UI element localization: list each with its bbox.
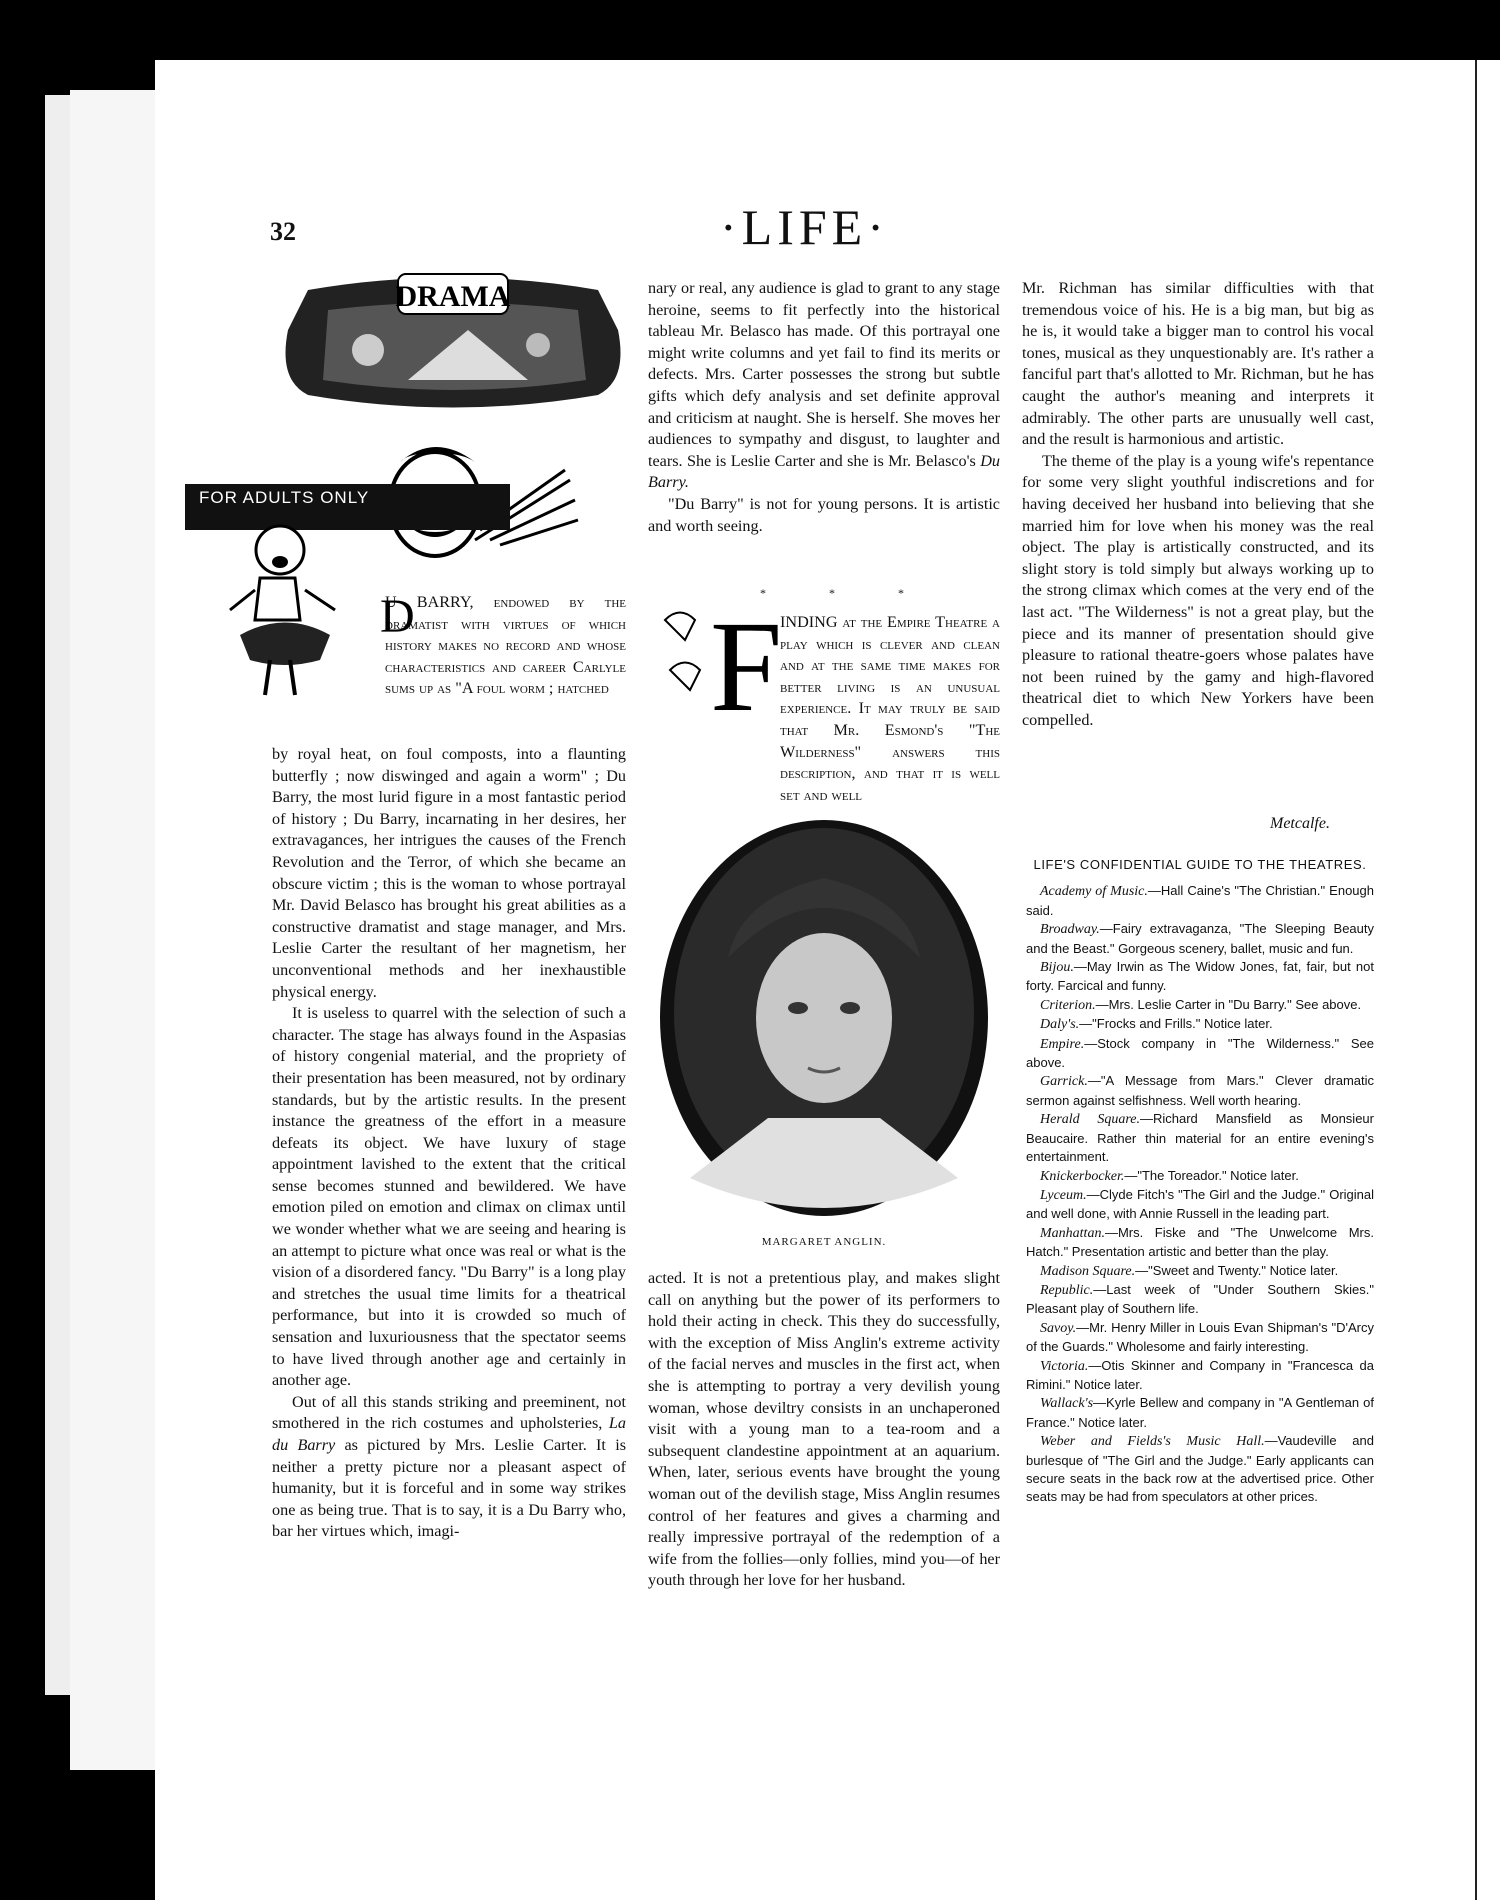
- article-column-1-top: [385, 592, 626, 700]
- theatre-guide-entry: [1026, 1072, 1374, 1110]
- theatre-name: Empire.: [1040, 1036, 1085, 1052]
- theatre-description: —Mrs. Fiske and "The Unwelcome Mrs. Hatch." Presentation artistic and better than the play.: [1026, 1224, 1374, 1260]
- portrait-caption: MARGARET ANGLIN.: [761, 1236, 887, 1248]
- theatre-description: —"The Toreador." Notice later.: [1124, 1167, 1299, 1183]
- theatre-guide-entry: [1026, 1035, 1374, 1073]
- wilderness-paragraph-1: INDING at the Empire Theatre a play which is clever and clean and at the same time makes for better living is an unusual experience. It may truly be said that Mr. Esmond's "The Wilderness" answers this description, and that it is well set and well: [780, 613, 1000, 804]
- theatre-guide-entry: [1026, 1432, 1374, 1507]
- wilderness-paragraph-2: acted. It is not a pretentious play, and makes slight call on anything but the power of its performers to hold their acting in check. This they do successfully, with the exception of Miss Anglin's extreme activity of the facial nerves and muscles in the first act, when she is attempting to portray a very devilish young woman, whose deviltry consists in an unchaperoned visit with a young man to a tea-room and a subsequent clandestine appointment at an aquarium. When, later, serious events have brought the young woman out of the devilish stage, Miss Anglin resumes control of her features and gives a charming and really impressive portrayal of the redemption of a wife from the follies—only follies, mind you—of her youth through her love for her husband.: [648, 1269, 1000, 1590]
- drama-title: DRAMA: [395, 280, 511, 313]
- theatre-guide-entry: [1026, 1262, 1374, 1281]
- theatre-name: Academy of Music.: [1040, 884, 1148, 900]
- du-barry-paragraph-3: Out of all this stands striking and preeminent, not smothered in the rich costumes and upholsteries, La du Barry as pictured by Mrs. Leslie Carter. It is neither a pretty picture nor a pleasant aspect of humanity, but it is forceful and in some way strikes one as being true. That is to say, it is a Du Barry who, bar her virtues which, imagi-: [272, 1392, 626, 1541]
- theatre-description: —Kyrle Bellew and company in "A Gentleman of France." Notice later.: [1026, 1395, 1374, 1430]
- theatre-name: Daly's.: [1040, 1017, 1080, 1033]
- theatre-guide-entry: [1026, 1319, 1374, 1357]
- theatre-name: Broadway.: [1040, 922, 1100, 938]
- theatre-guide-entry: [1026, 958, 1374, 996]
- section-divider: * * *: [760, 586, 934, 600]
- du-barry-lead: U BARRY, endowed by the dramatist with virtues of which history makes no record and whose characteristics and career Carlyle sums up as "A foul worm ; hatched: [385, 593, 626, 698]
- theatre-description: —Otis Skinner and Company in "Francesca da Rimini." Notice later.: [1026, 1357, 1374, 1392]
- du-barry-conclusion: "Du Barry" is not for young persons. It is artistic and worth seeing.: [648, 494, 1000, 535]
- theatre-description: —Hall Caine's "The Christian." Enough said.: [1026, 883, 1374, 918]
- theatre-name: Bijou.: [1040, 960, 1074, 976]
- theatre-guide-entry: [1026, 1224, 1374, 1262]
- crying-girl-illustration: [225, 520, 345, 705]
- theatre-description: —"A Message from Mars." Clever dramatic sermon against selfishness. Well worth hearing.: [1026, 1073, 1374, 1108]
- theatre-guide: [1026, 856, 1374, 1507]
- wilderness-lead: [780, 612, 1000, 806]
- theatre-guide-entry: [1026, 1110, 1374, 1166]
- theatre-guide-entry: [1026, 1015, 1374, 1034]
- richman-paragraph: Mr. Richman has similar difficulties with that tremendous voice of his. He is a big man, but big as he is, it would take a bigger man to control his vocal tones, musical as they unquestionably are. It's rather a fanciful part that's allotted to Mr. Richman, but he has caught the author's meaning and interprets it admirably. The other parts are unusually well cast, and the result is harmonious and artistic.: [1022, 279, 1374, 449]
- theatre-name: Victoria.: [1040, 1358, 1089, 1374]
- theatre-guide-entry: [1026, 1357, 1374, 1395]
- theatre-name: Lyceum.: [1040, 1187, 1087, 1203]
- theatre-description: —Fairy extravaganza, "The Sleeping Beauty and the Beast." Gorgeous scenery, ballet, music and fun.: [1026, 921, 1374, 956]
- theatre-name: Garrick.: [1040, 1074, 1088, 1090]
- theatre-description: —"Frocks and Frills." Notice later.: [1079, 1016, 1273, 1032]
- author-signature: Metcalfe.: [1270, 815, 1330, 832]
- theatre-name: Criterion.: [1040, 997, 1096, 1013]
- theatre-guide-entry: [1026, 996, 1374, 1015]
- theatre-guide-entry: [1026, 1167, 1374, 1186]
- drama-banner-illustration: [268, 270, 638, 418]
- theatre-name: Republic.: [1040, 1282, 1094, 1298]
- du-barry-paragraph-2: It is useless to quarrel with the selection of such a character. The stage has always found in the Aspasias of history congenial material, and the propriety of their presentation has been measured, not by ordinary standards, but by the artistic results. In the present instance the greatness of the effort in a measure defeats its object. We have luxury of stage appointment lavished to the extent that the critical sense becomes stunned and bewildered. We have emotion piled on emotion and climax on climax until we wonder whether what we are seeing and hearing is an attempt to picture what once was real or what is the vision of a disordered fancy. "Du Barry" is a long play and stretches the usual time limits for a theatrical performance, but into it is crowded so much of sensation and luxuriousness that the spectator seems to have lived through another age and certainly in another age.: [272, 1004, 626, 1390]
- theatre-guide-entry: [1026, 1281, 1374, 1319]
- page-number: 32: [270, 217, 296, 246]
- theatre-description: —May Irwin as The Widow Jones, fat, fair, but not forty. Farcical and funny.: [1026, 959, 1374, 994]
- du-barry-paragraph-1: by royal heat, on foul composts, into a flaunting butterfly ; now diswinged and again a worm" ; Du Barry, the most lurid figure in a most fantastic period of history ; Du Barry, incarnating in her desires, her extravagances, her intrigues the causes of the French Revolution and the Terror, of which she became an obscure victim ; this is the woman to whose portrayal Mr. David Belasco has brought his great abilities as a constructive dramatist and stage manager, and Mrs. Leslie Carter the resultant of her magnetism, her unconventional methods and her inexhaustible physical energy.: [272, 745, 626, 1001]
- dropcap-f-letter: F: [710, 595, 783, 739]
- theatre-guide-entry: [1026, 1394, 1374, 1432]
- article-column-3: [1022, 278, 1374, 731]
- theatre-guide-entry: [1026, 920, 1374, 958]
- theatre-description: —Clyde Fitch's "The Girl and the Judge." Original and well done, with Annie Russell in the leading part.: [1026, 1186, 1374, 1222]
- theatre-description: —Vaudeville and burlesque of "The Girl and the Judge." Early applicants can secure seats in the back row at the advertised price. Other seats may be had from speculators at other prices.: [1026, 1433, 1374, 1505]
- theatre-name: Wallack's: [1040, 1396, 1094, 1412]
- theatre-name: Weber and Fields's Music Hall.: [1040, 1434, 1265, 1450]
- margaret-anglin-portrait: [658, 818, 990, 1218]
- theatre-name: Herald Square.: [1040, 1112, 1140, 1128]
- theatre-name: Manhattan.: [1040, 1225, 1105, 1241]
- article-column-1: [272, 744, 626, 1543]
- theatre-guide-entry: [1026, 882, 1374, 920]
- watermark: comicbooks.com: [1226, 1832, 1472, 1865]
- theatre-description: —Mrs. Leslie Carter in "Du Barry." See above.: [1095, 996, 1362, 1012]
- theme-paragraph: The theme of the play is a young wife's repentance for some very slight youthful indiscretions and for having deceived her husband into believing that she married him for love when his money was the real object. The play is artistically constructed, and its slight story is told simply but always working up to the strong climax which comes at the very end of the last act. "The Wilderness" is not a great play, but the piece and its manner of presentation should give pleasure to rational theatre-goers whose palates have not been ruined by the gamy and high-flavored theatrical diet to which New Yorkers have been compelled.: [1022, 451, 1374, 729]
- dropcap-d-letter: D: [380, 590, 415, 643]
- theatre-name: Madison Square.: [1040, 1263, 1136, 1279]
- next-page-edge: [1475, 60, 1500, 1900]
- dropcap-d: [380, 592, 420, 642]
- theatre-name: Knickerbocker.: [1040, 1168, 1125, 1184]
- theatre-description: —Richard Mansfield as Monsieur Beaucaire. Rather thin material for an entire evening's entertainment.: [1026, 1111, 1374, 1165]
- dropcap-f-illustration: [655, 590, 783, 739]
- theatre-name: Savoy.: [1040, 1320, 1077, 1336]
- theatre-guide-list: [1026, 882, 1374, 1506]
- theatre-description: —Last week of "Under Southern Skies." Pleasant play of Southern life.: [1026, 1281, 1374, 1317]
- article-column-2-top: [648, 278, 1000, 537]
- theatre-guide-entry: [1026, 1186, 1374, 1224]
- theatre-guide-title: LIFE'S CONFIDENTIAL GUIDE TO THE THEATRES.: [1033, 857, 1367, 872]
- theatre-description: —Mr. Henry Miller in Louis Evan Shipman's "D'Arcy of the Guards." Wholesome and fairly interesting.: [1026, 1319, 1374, 1355]
- for-adults-label: FOR ADULTS ONLY: [199, 488, 370, 507]
- page-edge-inner: [70, 90, 166, 1770]
- theatre-description: —"Sweet and Twenty." Notice later.: [1135, 1262, 1339, 1278]
- theatre-description: —Stock company in "The Wilderness." See above.: [1026, 1035, 1374, 1071]
- masthead: ·LIFE·: [720, 199, 889, 255]
- du-barry-continued: nary or real, any audience is glad to grant to any stage heroine, seems to fit perfectly into the historical tableau Mr. Belasco has made. Of this portrayal one might write columns and yet fail to find its merits or defects. Mrs. Carter possesses the strong but subtle gifts which defy analysis and set definite approval and criticism at naught. She is herself. She moves her audiences to sympathy and disgust, to laughter and tears. She is Leslie Carter and she is Mr. Belasco's Du Barry.: [648, 279, 1000, 492]
- article-column-2-bottom: [648, 1268, 1000, 1592]
